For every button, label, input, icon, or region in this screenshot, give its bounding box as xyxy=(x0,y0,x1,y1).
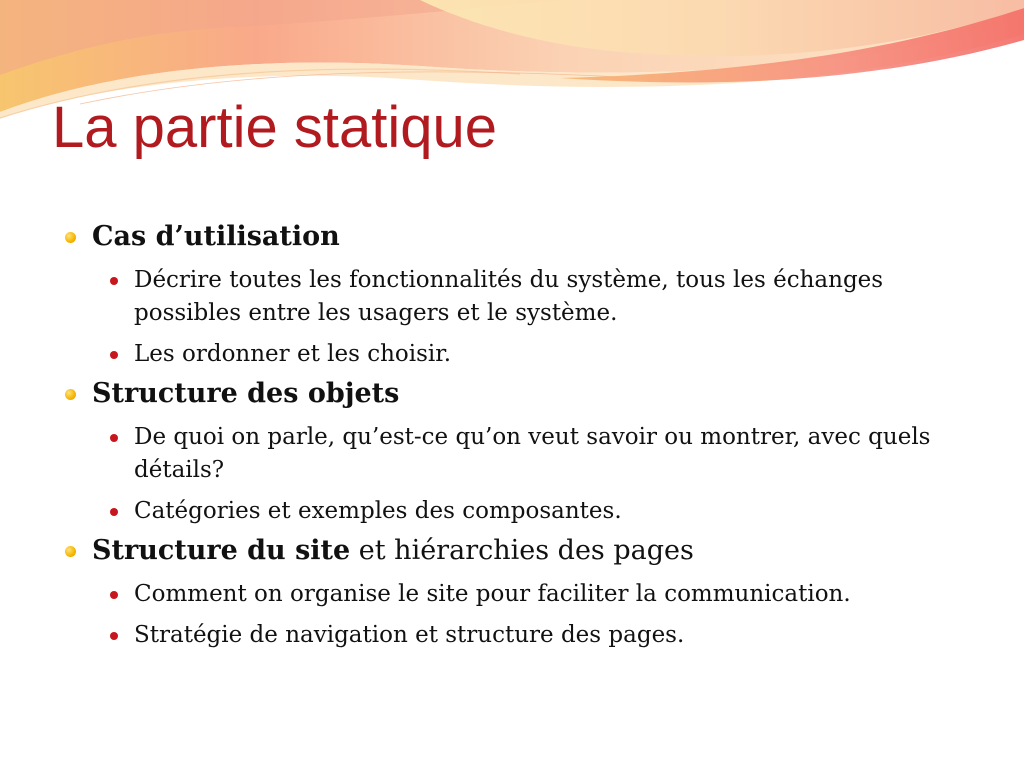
section-object-structure xyxy=(62,375,992,528)
sub-bullet-text: Les ordonner et les choisir. xyxy=(134,341,452,367)
slide-title: La partie statique xyxy=(52,95,497,160)
red-bullet-icon xyxy=(110,632,118,640)
sub-bullet xyxy=(62,619,992,652)
bullet-heading xyxy=(62,532,992,570)
sub-bullet-text: Décrire toutes les fonctionnalités du système, tous les échanges possibles entre les usagers et le système. xyxy=(134,267,884,326)
red-bullet-icon xyxy=(110,351,118,359)
sub-bullet xyxy=(62,578,992,611)
section-site-structure xyxy=(62,532,992,652)
section-use-cases xyxy=(62,218,992,371)
heading-text: Structure des objets xyxy=(92,378,400,409)
heading-text: Structure du site xyxy=(92,535,351,566)
yellow-bullet-icon xyxy=(65,389,76,400)
bullet-heading xyxy=(62,375,992,413)
bullet-heading xyxy=(62,218,992,256)
sub-bullet-text: Comment on organise le site pour faciliter la communication. xyxy=(134,581,851,607)
sub-bullet xyxy=(62,338,992,371)
red-bullet-icon xyxy=(110,591,118,599)
sub-bullet xyxy=(62,264,992,330)
yellow-bullet-icon xyxy=(65,546,76,557)
sub-bullet-text: Catégories et exemples des composantes. xyxy=(134,498,622,524)
sub-bullet xyxy=(62,421,992,487)
heading-rest-text: et hiérarchies des pages xyxy=(350,535,694,566)
yellow-bullet-icon xyxy=(65,232,76,243)
sub-bullet-text: Stratégie de navigation et structure des pages. xyxy=(134,622,685,648)
red-bullet-icon xyxy=(110,508,118,516)
red-bullet-icon xyxy=(110,277,118,285)
sub-bullet-text: De quoi on parle, qu’est-ce qu’on veut savoir ou montrer, avec quels détails? xyxy=(134,424,931,483)
sub-bullet xyxy=(62,495,992,528)
bullet-list xyxy=(62,218,992,656)
red-bullet-icon xyxy=(110,434,118,442)
heading-text: Cas d’utilisation xyxy=(92,221,340,252)
